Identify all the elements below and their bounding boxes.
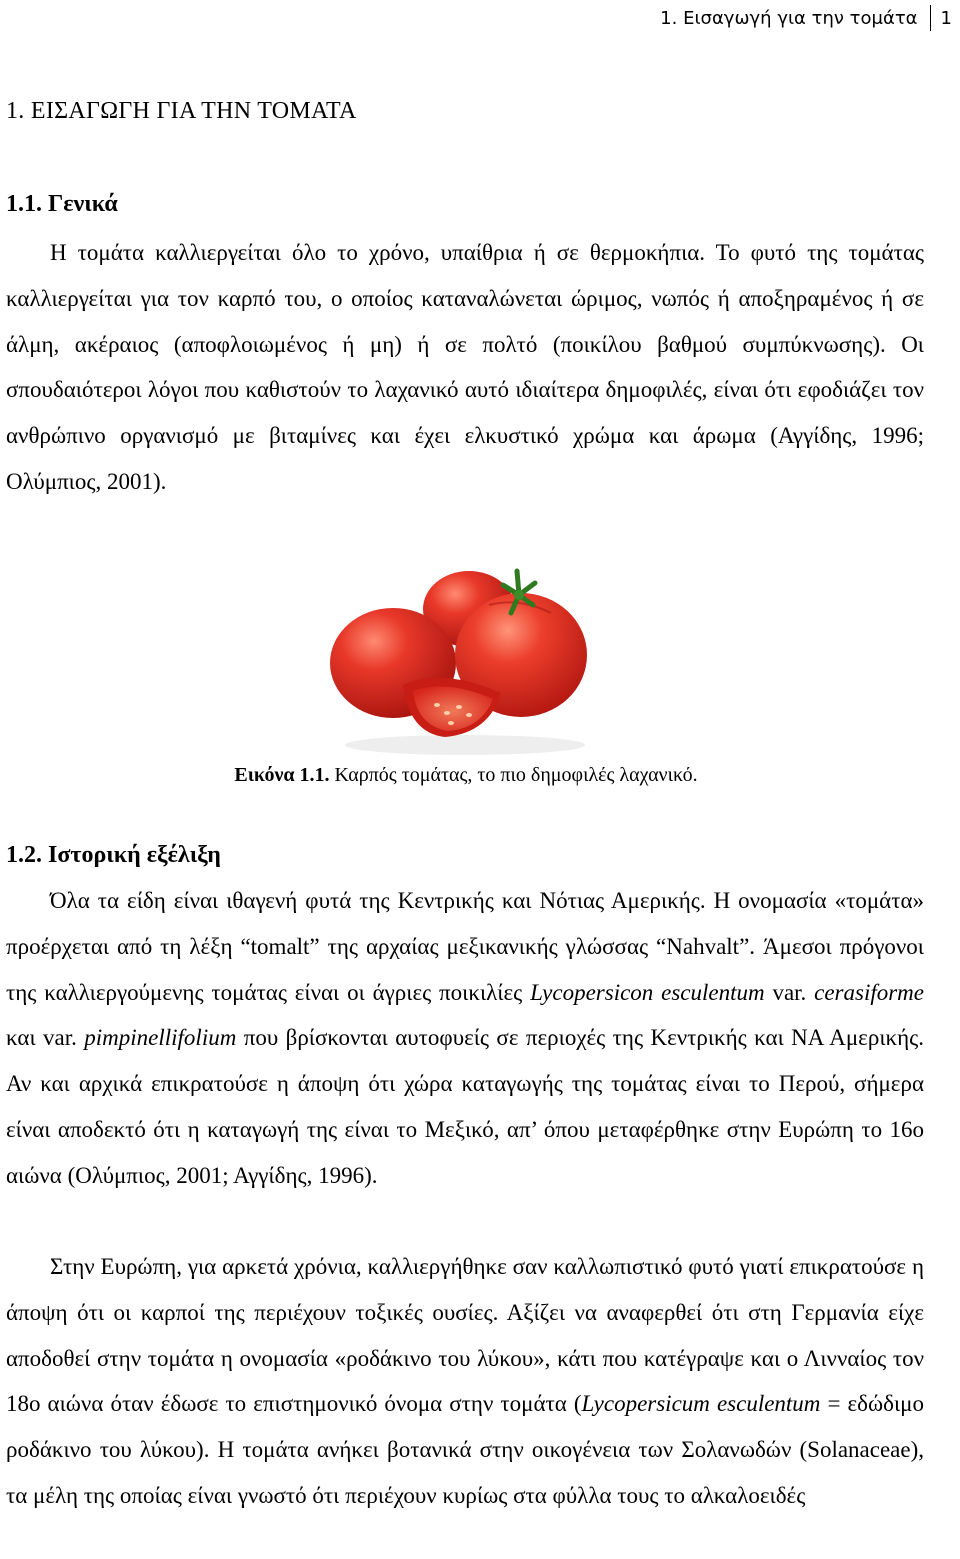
section-heading-general: 1.1. Γενικά <box>6 191 118 217</box>
species-name: Lycopersicon esculentum <box>530 979 765 1005</box>
text-run: Στην Ευρώπη, για αρκετά χρόνια, καλλιεργήθηκε σαν καλλωπιστικό φυτό γιατί επικρατούσε η άποψη ότι οι καρποί της περιέχουν τοξικές ουσίες. Αξίζει να αναφερθεί ότι στη Γερμανία είχε αποδοθεί στην τομάτα η ονομασία «ροδάκινο του λύκου», κάτι που κατέγραψε και ο Λινναίος τον 18ο αιώνα όταν έδωσε το επιστημονικό όνομα στην τομάτα ( <box>6 1254 924 1417</box>
species-name: Lycopersicum esculentum <box>581 1391 821 1417</box>
figure-caption-label: Εικόνα 1.1. <box>234 764 330 786</box>
page-number: 1 <box>940 7 952 29</box>
tomato-figure <box>329 535 601 760</box>
variety-name: pimpinellifolium <box>84 1025 237 1051</box>
tomato-image <box>329 535 601 760</box>
text-run: που βρίσκονται αυτοφυείς σε περιοχές της Κεντρικής και ΝΑ Αμερικής. Αν και αρχικά επικρατούσε η άποψη ότι χώρα καταγωγής της τομάτας είναι το Περού, σήμερα είναι αποδεκτό ότι η καταγωγή της είναι το Μεξικό, απ’ όπου μεταφέρθηκε στην Ευρώπη το 16ο αιώνα (Ολύμπιος, 2001; Αγγίδης, 1996). <box>6 1025 924 1188</box>
text-run: και var. <box>6 1025 85 1051</box>
text-run: var. <box>764 979 815 1005</box>
figure-caption-text: Καρπός τομάτας, το πιο δημοφιλές λαχανικό. <box>329 764 698 786</box>
paragraph-general: Η τομάτα καλλιεργείται όλο το χρόνο, υπαίθρια ή σε θερμοκήπια. Το φυτό της τομάτας καλλιεργείται για τον καρπό του, ο οποίος καταναλώνεται ώριμος, νωπός ή αποξηραμένος ή σε άλμη, ακέραιος (αποφλοιωμένος ή μη) ή σε πολτό (ποικίλου βαθμού συμπύκνωσης). Οι σπουδαιότεροι λόγοι που καθιστούν το λαχανικό αυτό ιδιαίτερα δημοφιλές, είναι ότι εφοδιάζει τον ανθρώπινο οργανισμό με βιταμίνες και έχει ελκυστικό χρώμα και άρωμα (Αγγίδης, 1996; Ολύμπιος, 2001). <box>6 240 924 494</box>
header-separator <box>930 5 931 31</box>
paragraph-history-2 <box>6 1244 924 1519</box>
paragraph-history-1 <box>6 878 924 1199</box>
chapter-title: 1. ΕΙΣΑΓΩΓΗ ΓΙΑ ΤΗΝ ΤΟΜΑΤΑ <box>6 98 357 124</box>
variety-name: cerasiforme <box>814 979 924 1005</box>
text-run: Όλα τα είδη είναι ιθαγενή φυτά της Κεντρικής και Νότιας Αμερικής. Η ονομασία «τομάτα» προέρχεται από τη λέξη “tomalt” της αρχαίας μεξικανικής γλώσσας “Nahvalt”. Άμεσοι πρόγονοι της καλλιεργούμενης τομάτας είναι οι άγριες ποικιλίες <box>6 888 924 1005</box>
running-title: 1. Εισαγωγή για την τομάτα <box>660 7 918 29</box>
running-header <box>660 4 952 32</box>
section-heading-history: 1.2. Ιστορική εξέλιξη <box>6 842 221 868</box>
figure-caption <box>0 764 932 787</box>
text-run: = εδώδιμο ροδάκινο του λύκου). Η τομάτα ανήκει βοτανικά στην οικογένεια των Σολανωδών (Solanaceae), τα μέλη της οποίας είναι γνωστό ότι περιέχουν κυρίως στα φύλλα τους το αλκαλοειδές <box>6 1391 925 1508</box>
